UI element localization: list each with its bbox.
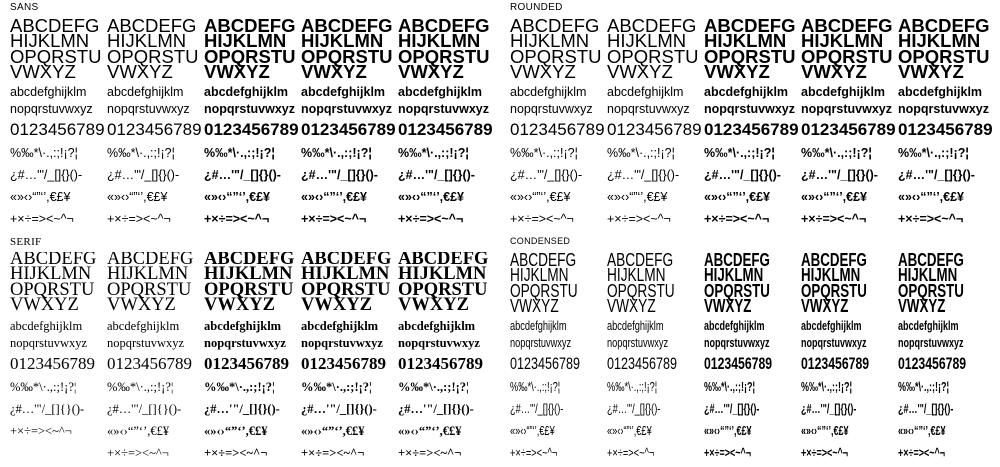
sans-specimen-regular <box>107 18 207 230</box>
punctuation-line: «»‹›“”‘’,€£¥ <box>398 423 462 438</box>
punctuation-line: «»‹›“”‘’,€£¥ <box>607 189 668 204</box>
uppercase-line: ABCDEFG <box>10 252 97 269</box>
uppercase-line: HIJKLMN <box>204 264 293 285</box>
condensed-specimen-bold <box>704 252 804 464</box>
digits-line: 0123456789 <box>898 353 967 373</box>
math-symbols-line: +×÷=><~^¬ <box>607 445 655 460</box>
uppercase-line: OPQRSTU <box>107 45 199 67</box>
digits-line: 0123456789 <box>607 353 677 373</box>
uppercase-line: ABCDEFG <box>204 18 296 36</box>
punctuation-line: ¿#…'"/_[]{}()- <box>510 167 583 182</box>
punctuation-line: «»‹›“”‘’,€£¥ <box>204 189 271 204</box>
sans-section <box>0 0 500 233</box>
uppercase-line: HIJKLMN <box>301 30 384 52</box>
uppercase-line: OPQRSTU <box>398 45 490 67</box>
punctuation-line: ¿#…'"/_[]{}()- <box>898 167 975 182</box>
lowercase-line: abcdefghijklm <box>301 84 386 99</box>
lowercase-line: abcdefghijklm <box>398 84 483 99</box>
lowercase-line: nopqrstuvwxyz <box>398 335 480 350</box>
serif-specimen-regular <box>107 252 207 464</box>
lowercase-line: nopqrstuvwxyz <box>510 335 572 350</box>
punctuation-line: «»‹›“”‘’,€£¥ <box>607 423 652 438</box>
uppercase-line: HIJKLMN <box>204 30 287 52</box>
lowercase-line: nopqrstuvwxyz <box>801 335 867 350</box>
punctuation-line: «»‹›“”‘’,€£¥ <box>107 189 168 204</box>
punctuation-line: %‰*\·.,:;!¡?¦ <box>107 379 174 394</box>
punctuation-line: ¿#…'"/_[]{}()- <box>607 167 680 182</box>
uppercase-line: ABCDEFG <box>398 18 490 36</box>
uppercase-line: HIJKLMN <box>398 264 487 285</box>
digits-line: 0123456789 <box>301 353 386 373</box>
rounded-section <box>500 0 1000 233</box>
uppercase-line: VWXYZ <box>204 295 275 316</box>
uppercase-line: HIJKLMN <box>107 264 189 285</box>
uppercase-line: VWXYZ <box>510 61 576 83</box>
uppercase-line: HIJKLMN <box>10 30 90 52</box>
lowercase-line: abcdefghijklm <box>607 84 684 99</box>
uppercase-line: ABCDEFG <box>398 252 489 269</box>
uppercase-line: ABCDEFG <box>107 18 197 36</box>
digits-line: 0123456789 <box>10 119 105 139</box>
uppercase-line: HIJKLMN <box>510 30 590 52</box>
punctuation-line: «»‹›“”‘’,€£¥ <box>398 189 465 204</box>
math-symbols-line: +×÷=><~^¬ <box>510 445 558 460</box>
punctuation-line: %‰*\·.,:;!¡?¦ <box>607 145 675 160</box>
uppercase-line: OPQRSTU <box>301 45 393 67</box>
punctuation-line: ¿#…'"/_[]{}()- <box>398 401 474 416</box>
uppercase-line: HIJKLMN <box>10 264 92 285</box>
digits-line: 0123456789 <box>898 119 993 139</box>
uppercase-line: OPQRSTU <box>510 45 602 67</box>
punctuation-line: %‰*\·.,:;!¡?¦ <box>301 145 372 160</box>
punctuation-line: «»‹›“”‘’,€£¥ <box>204 423 268 438</box>
sans-specimen-black <box>398 18 498 230</box>
punctuation-line: %‰*\·.,:;!¡?¦ <box>510 379 561 394</box>
serif-section <box>0 234 500 467</box>
punctuation-line: «»‹›“”‘’,€£¥ <box>801 423 849 438</box>
lowercase-line: abcdefghijklm <box>107 318 180 333</box>
punctuation-line: «»‹›“”‘’,€£¥ <box>898 189 965 204</box>
punctuation-line: «»‹›“”‘’,€£¥ <box>704 189 771 204</box>
punctuation-line: %‰*\·.,:;!¡?¦ <box>204 379 275 394</box>
uppercase-line: ABCDEFG <box>704 252 770 270</box>
math-symbols-line: +×÷=><~^¬ <box>398 445 462 460</box>
punctuation-line: ¿#…'"/_[]{}()- <box>898 401 954 416</box>
uppercase-line: VWXYZ <box>704 61 770 83</box>
lowercase-line: abcdefghijklm <box>398 318 476 333</box>
uppercase-line: VWXYZ <box>204 61 270 83</box>
digits-line: 0123456789 <box>107 353 192 373</box>
math-symbols-line: +×÷=><~^¬ <box>301 445 365 460</box>
math-symbols-line: +×÷=><~^¬ <box>704 445 751 460</box>
punctuation-line: %‰*\·.,:;!¡?¦ <box>398 145 469 160</box>
math-symbols-line: +×÷=><~^¬ <box>398 211 464 226</box>
uppercase-line: ABCDEFG <box>607 18 697 36</box>
serif-specimen-bold <box>204 252 304 464</box>
punctuation-line: ¿#…'"/_[]{}()- <box>301 167 378 182</box>
uppercase-line: HIJKLMN <box>398 30 481 52</box>
uppercase-line: OPQRSTU <box>801 45 893 67</box>
uppercase-line: VWXYZ <box>398 295 469 316</box>
punctuation-line: %‰*\·.,:;!¡?¦ <box>10 145 78 160</box>
uppercase-line: HIJKLMN <box>107 30 187 52</box>
punctuation-line: «»‹›“”‘’,€£¥ <box>301 189 368 204</box>
lowercase-line: abcdefghijklm <box>10 84 87 99</box>
punctuation-line: %‰*\·.,:;!¡?¦ <box>801 379 853 394</box>
punctuation-line: «»‹›“”‘’,€£¥ <box>510 423 555 438</box>
lowercase-line: nopqrstuvwxyz <box>107 101 190 116</box>
condensed-specimen-black <box>898 252 998 464</box>
punctuation-line: ¿#…'"/_[]{}()- <box>398 167 475 182</box>
lowercase-line: nopqrstuvwxyz <box>607 101 690 116</box>
uppercase-line: HIJKLMN <box>301 264 390 285</box>
punctuation-line: «»‹›“”‘’,€£¥ <box>704 423 752 438</box>
punctuation-line: ¿#…'"/_[]{}()- <box>10 167 83 182</box>
uppercase-line: OPQRSTU <box>510 279 578 301</box>
lowercase-line: nopqrstuvwxyz <box>398 101 489 116</box>
punctuation-line: %‰*\·.,:;!¡?¦ <box>801 145 872 160</box>
math-symbols-line: +×÷=><~^¬ <box>801 445 848 460</box>
lowercase-line: nopqrstuvwxyz <box>107 335 185 350</box>
uppercase-line: OPQRSTU <box>704 279 770 301</box>
uppercase-line: HIJKLMN <box>607 30 687 52</box>
lowercase-line: abcdefghijklm <box>107 84 184 99</box>
uppercase-line: OPQRSTU <box>301 279 391 300</box>
punctuation-line: ¿#…'"/_[]{}()- <box>704 401 760 416</box>
lowercase-line: abcdefghijklm <box>10 318 83 333</box>
uppercase-line: OPQRSTU <box>607 279 675 301</box>
lowercase-line: abcdefghijklm <box>204 84 289 99</box>
uppercase-line: OPQRSTU <box>704 45 796 67</box>
punctuation-line: %‰*\·.,:;!¡?¦ <box>204 145 275 160</box>
digits-line: 0123456789 <box>704 353 773 373</box>
lowercase-line: nopqrstuvwxyz <box>510 101 593 116</box>
lowercase-line: nopqrstuvwxyz <box>704 101 795 116</box>
uppercase-line: ABCDEFG <box>510 252 577 270</box>
sans-specimen-light <box>10 18 110 230</box>
rounded-specimen-heavy <box>801 18 901 230</box>
uppercase-line: HIJKLMN <box>801 264 861 286</box>
lowercase-line: abcdefghijklm <box>301 318 379 333</box>
sans-specimen-heavy <box>301 18 401 230</box>
punctuation-line: ¿#…'"/_[]{}()- <box>801 167 878 182</box>
punctuation-line: ¿#…'"/_[]{}()- <box>10 401 85 416</box>
lowercase-line: abcdefghijklm <box>510 318 567 333</box>
sans-specimen-bold <box>204 18 304 230</box>
punctuation-line: ¿#…'"/_[]{}()- <box>107 167 180 182</box>
digits-line: 0123456789 <box>204 353 289 373</box>
uppercase-line: ABCDEFG <box>107 252 194 269</box>
uppercase-line: VWXYZ <box>107 295 176 316</box>
uppercase-line: VWXYZ <box>898 295 946 317</box>
condensed-specimen-regular <box>607 252 707 464</box>
math-symbols-line: +×÷=><~^¬ <box>898 211 964 226</box>
punctuation-line: «»‹›“”‘’,€£¥ <box>510 189 571 204</box>
uppercase-line: VWXYZ <box>301 61 367 83</box>
punctuation-line: ¿#…'"/_[]{}()- <box>801 401 857 416</box>
lowercase-line: nopqrstuvwxyz <box>898 335 964 350</box>
punctuation-line: %‰*\·.,:;!¡?¦ <box>704 145 775 160</box>
lowercase-line: nopqrstuvwxyz <box>204 101 295 116</box>
section-label: SERIF <box>10 236 42 248</box>
digits-line: 0123456789 <box>398 119 493 139</box>
uppercase-line: VWXYZ <box>704 295 752 317</box>
uppercase-line: OPQRSTU <box>204 279 294 300</box>
uppercase-line: ABCDEFG <box>301 252 392 269</box>
rounded-specimen-black <box>898 18 998 230</box>
punctuation-line: «»‹›“”‘’,€£¥ <box>801 189 868 204</box>
punctuation-line: ¿#…'"/_[]{}()- <box>607 401 661 416</box>
punctuation-line: %‰*\·.,:;!¡?¦ <box>704 379 756 394</box>
punctuation-line: ¿#…'"/_[]{}()- <box>704 167 781 182</box>
rounded-specimen-bold <box>704 18 804 230</box>
punctuation-line: «»‹›“”‘’,€£¥ <box>10 189 71 204</box>
math-symbols-line: +×÷=><~^¬ <box>898 445 945 460</box>
condensed-section <box>500 234 1000 467</box>
punctuation-line: «»‹›“”‘’,€£¥ <box>301 423 365 438</box>
digits-line: 0123456789 <box>607 119 702 139</box>
uppercase-line: VWXYZ <box>398 61 464 83</box>
uppercase-line: ABCDEFG <box>607 252 674 270</box>
uppercase-line: VWXYZ <box>510 295 559 317</box>
serif-specimen-heavy <box>301 252 401 464</box>
punctuation-line: ¿#…'"/_[]{}()- <box>204 401 280 416</box>
punctuation-line: ¿#…'"/_[]{}()- <box>301 401 377 416</box>
lowercase-line: abcdefghijklm <box>898 318 959 333</box>
lowercase-line: abcdefghijklm <box>510 84 587 99</box>
digits-line: 0123456789 <box>510 119 605 139</box>
uppercase-line: OPQRSTU <box>801 279 867 301</box>
uppercase-line: VWXYZ <box>607 61 673 83</box>
uppercase-line: ABCDEFG <box>204 252 295 269</box>
lowercase-line: abcdefghijklm <box>704 84 789 99</box>
lowercase-line: nopqrstuvwxyz <box>898 101 989 116</box>
math-symbols-line: +×÷=><~^¬ <box>204 445 268 460</box>
uppercase-line: HIJKLMN <box>704 30 787 52</box>
uppercase-line: ABCDEFG <box>801 18 893 36</box>
serif-specimen-black <box>398 252 498 464</box>
uppercase-line: VWXYZ <box>301 295 372 316</box>
digits-line: 0123456789 <box>801 119 896 139</box>
uppercase-line: OPQRSTU <box>898 279 964 301</box>
uppercase-line: ABCDEFG <box>801 252 867 270</box>
uppercase-line: OPQRSTU <box>607 45 699 67</box>
uppercase-line: OPQRSTU <box>10 279 95 300</box>
digits-line: 0123456789 <box>301 119 396 139</box>
uppercase-line: ABCDEFG <box>10 18 100 36</box>
lowercase-line: nopqrstuvwxyz <box>607 335 669 350</box>
rounded-specimen-light <box>510 18 610 230</box>
uppercase-line: ABCDEFG <box>898 252 964 270</box>
punctuation-line: %‰*\·.,:;!¡?¦ <box>510 145 578 160</box>
section-label: ROUNDED <box>510 2 563 13</box>
section-label: CONDENSED <box>510 236 571 246</box>
lowercase-line: nopqrstuvwxyz <box>301 101 392 116</box>
lowercase-line: nopqrstuvwxyz <box>801 101 892 116</box>
uppercase-line: VWXYZ <box>10 61 76 83</box>
digits-line: 0123456789 <box>704 119 799 139</box>
math-symbols-line: +×÷=><~^¬ <box>301 211 367 226</box>
uppercase-line: HIJKLMN <box>510 264 569 286</box>
math-symbols-line: +×÷=><~^¬ <box>801 211 867 226</box>
math-symbols-line: +×÷=><~^¬ <box>10 423 72 438</box>
digits-line: 0123456789 <box>10 353 95 373</box>
digits-line: 0123456789 <box>204 119 299 139</box>
punctuation-line: %‰*\·.,:;!¡?¦ <box>301 379 372 394</box>
punctuation-line: %‰*\·.,:;!¡?¦ <box>107 145 175 160</box>
uppercase-line: ABCDEFG <box>510 18 600 36</box>
digits-line: 0123456789 <box>107 119 202 139</box>
punctuation-line: «»‹›“”‘’,€£¥ <box>898 423 946 438</box>
uppercase-line: ABCDEFG <box>898 18 990 36</box>
math-symbols-line: +×÷=><~^¬ <box>607 211 671 226</box>
rounded-specimen-regular <box>607 18 707 230</box>
lowercase-line: nopqrstuvwxyz <box>10 335 88 350</box>
serif-specimen-light <box>10 252 110 442</box>
punctuation-line: ¿#…'"/_[]{}()- <box>107 401 182 416</box>
lowercase-line: nopqrstuvwxyz <box>301 335 383 350</box>
uppercase-line: OPQRSTU <box>204 45 296 67</box>
lowercase-line: nopqrstuvwxyz <box>10 101 93 116</box>
math-symbols-line: +×÷=><~^¬ <box>704 211 770 226</box>
lowercase-line: abcdefghijklm <box>801 84 886 99</box>
lowercase-line: abcdefghijklm <box>801 318 862 333</box>
punctuation-line: %‰*\·.,:;!¡?¦ <box>898 379 950 394</box>
punctuation-line: %‰*\·.,:;!¡?¦ <box>398 379 469 394</box>
punctuation-line: %‰*\·.,:;!¡?¦ <box>10 379 77 394</box>
math-symbols-line: +×÷=><~^¬ <box>510 211 574 226</box>
uppercase-line: VWXYZ <box>607 295 656 317</box>
math-symbols-line: +×÷=><~^¬ <box>107 445 169 460</box>
uppercase-line: HIJKLMN <box>607 264 666 286</box>
uppercase-line: ABCDEFG <box>704 18 796 36</box>
digits-line: 0123456789 <box>510 353 580 373</box>
uppercase-line: VWXYZ <box>107 61 173 83</box>
uppercase-line: VWXYZ <box>898 61 964 83</box>
uppercase-line: VWXYZ <box>801 61 867 83</box>
lowercase-line: abcdefghijklm <box>204 318 282 333</box>
lowercase-line: nopqrstuvwxyz <box>704 335 770 350</box>
uppercase-line: VWXYZ <box>10 295 79 316</box>
digits-line: 0123456789 <box>801 353 870 373</box>
uppercase-line: OPQRSTU <box>107 279 192 300</box>
lowercase-line: abcdefghijklm <box>704 318 765 333</box>
lowercase-line: abcdefghijklm <box>898 84 983 99</box>
uppercase-line: OPQRSTU <box>10 45 102 67</box>
uppercase-line: ABCDEFG <box>301 18 393 36</box>
digits-line: 0123456789 <box>398 353 483 373</box>
uppercase-line: HIJKLMN <box>704 264 764 286</box>
uppercase-line: VWXYZ <box>801 295 849 317</box>
lowercase-line: nopqrstuvwxyz <box>204 335 286 350</box>
math-symbols-line: +×÷=><~^¬ <box>10 211 74 226</box>
punctuation-line: %‰*\·.,:;!¡?¦ <box>898 145 969 160</box>
math-symbols-line: +×÷=><~^¬ <box>204 211 270 226</box>
uppercase-line: HIJKLMN <box>898 264 958 286</box>
punctuation-line: «»‹›“”‘’,€£¥ <box>107 423 170 438</box>
uppercase-line: HIJKLMN <box>898 30 981 52</box>
punctuation-line: %‰*\·.,:;!¡?¦ <box>607 379 658 394</box>
uppercase-line: OPQRSTU <box>398 279 488 300</box>
punctuation-line: ¿#…'"/_[]{}()- <box>204 167 281 182</box>
uppercase-line: HIJKLMN <box>801 30 884 52</box>
condensed-specimen-light <box>510 252 610 464</box>
uppercase-line: OPQRSTU <box>898 45 990 67</box>
punctuation-line: ¿#…'"/_[]{}()- <box>510 401 564 416</box>
math-symbols-line: +×÷=><~^¬ <box>107 211 171 226</box>
condensed-specimen-heavy <box>801 252 901 464</box>
section-label: SANS <box>10 2 39 13</box>
lowercase-line: abcdefghijklm <box>607 318 664 333</box>
